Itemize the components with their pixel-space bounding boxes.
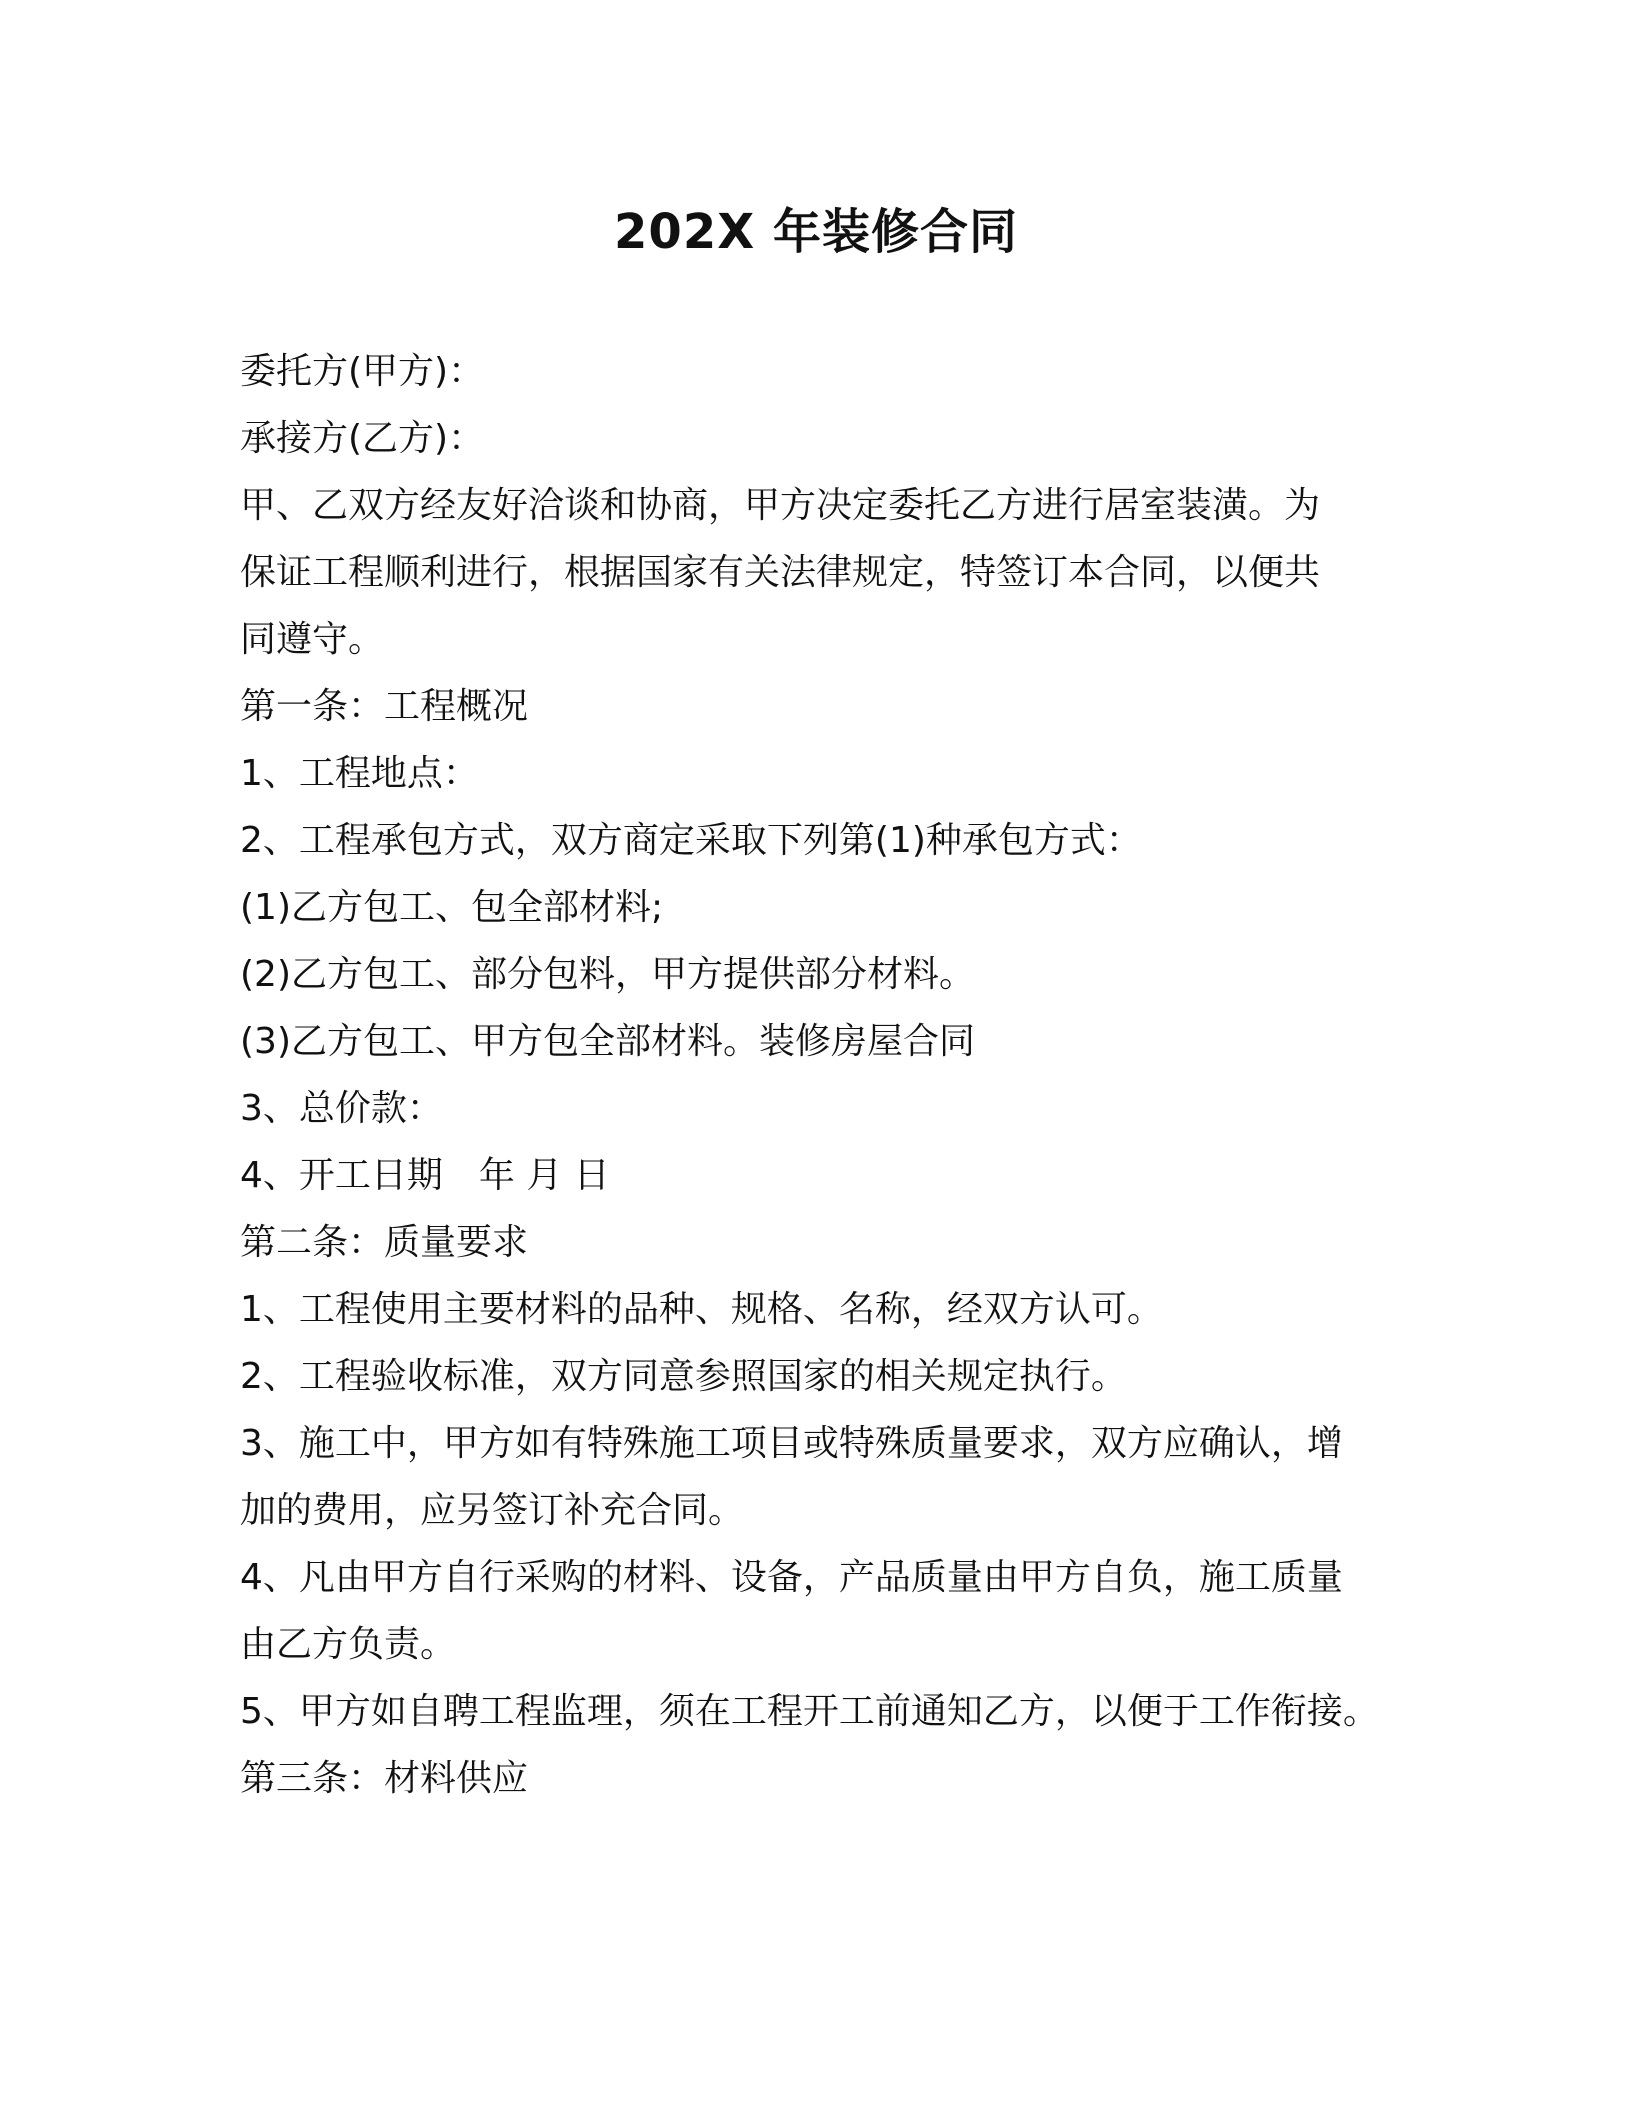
clause-line: 2、工程承包方式，双方商定采取下列第(1)种承包方式：	[240, 820, 1142, 861]
article-heading: 第二条：质量要求	[240, 1222, 529, 1263]
clause-line: 3、总价款：	[240, 1088, 443, 1129]
document-body	[240, 338, 1410, 1812]
clause-line: (2)乙方包工、部分包料，甲方提供部分材料。	[240, 954, 975, 995]
clause-line: 3、施工中，甲方如有特殊施工项目或特殊质量要求，双方应确认，增	[240, 1423, 1343, 1464]
party-b-line: 承接方(乙方)：	[240, 418, 485, 459]
clause-line: 4、凡由甲方自行采购的材料、设备，产品质量由甲方自负，施工质量	[240, 1557, 1343, 1598]
clause-line: (3)乙方包工、甲方包全部材料。装修房屋合同	[240, 1021, 975, 1062]
clause-line: 5、甲方如自聘工程监理，须在工程开工前通知乙方，以便于工作衔接。	[240, 1691, 1379, 1732]
document-title: 202X 年装修合同	[614, 204, 1018, 260]
clause-line: 1、工程地点：	[240, 753, 479, 794]
article-heading: 第三条：材料供应	[240, 1758, 529, 1799]
clause-line: (1)乙方包工、包全部材料;	[240, 887, 664, 928]
intro-paragraph-line: 保证工程顺利进行，根据国家有关法律规定，特签订本合同，以便共	[240, 552, 1321, 593]
article-heading: 第一条：工程概况	[240, 686, 529, 727]
party-a-line: 委托方(甲方)：	[240, 351, 485, 392]
clause-line: 由乙方负责。	[240, 1624, 457, 1665]
clause-line: 2、工程验收标准，双方同意参照国家的相关规定执行。	[240, 1356, 1127, 1397]
clause-line: 1、工程使用主要材料的品种、规格、名称，经双方认可。	[240, 1289, 1163, 1330]
intro-paragraph-line: 甲、乙双方经友好洽谈和协商，甲方决定委托乙方进行居室装潢。为	[240, 485, 1321, 526]
clause-line: 加的费用，应另签订补充合同。	[240, 1490, 745, 1531]
intro-paragraph-line: 同遵守。	[240, 619, 385, 660]
clause-line: 4、开工日期 年 月 日	[240, 1155, 610, 1196]
